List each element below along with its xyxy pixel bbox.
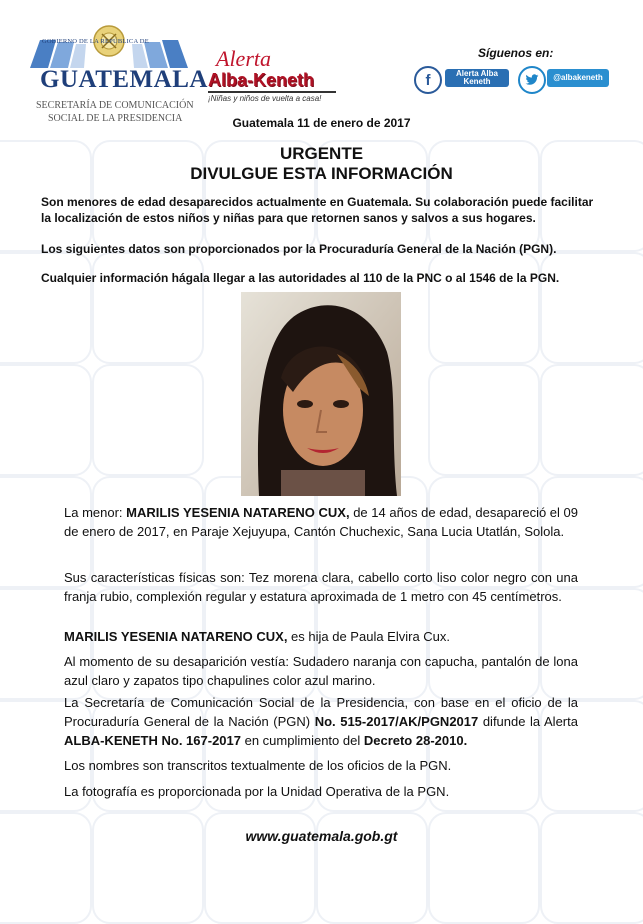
gov-secretariat-line1: SECRETARÍA DE COMUNICACIÓN (36, 100, 194, 111)
decree-number: Decreto 28-2010. (363, 733, 468, 748)
missing-person-name-2: MARILIS YESENIA NATARENO CUX, (64, 629, 288, 644)
body-paragraph-clothing: Al momento de su desaparición vestía: Sudadero naranja con capucha, pantalón de lona azul claro y zapatos tipo chapulines color azul marino. (64, 654, 578, 688)
b1-details: de 14 años de edad, desapareció el 09 de enero de 2017, en Paraje Xejuyupa, Cantón Chuchexic, Sana Lucia Utatlán, Solola. (64, 505, 578, 539)
alert-word: Alerta (216, 46, 271, 71)
gov-small-text: GOBIERNO DE LA REPÚBLICA DE (42, 38, 149, 45)
intro-paragraph-1: Son menores de edad desaparecidos actualmente en Guatemala. Su colaboración puede facilitar la localización de estos niños y niñas para que retornen sanos y salvos a sus hogares. (41, 195, 594, 225)
legal-e: en cumplimiento del (241, 733, 364, 748)
follow-label: Síguenos en: (478, 46, 554, 60)
oficio-number: No. 515-2017/AK/PGN2017 (314, 714, 479, 729)
title-urgent: URGENTE (279, 144, 364, 163)
facebook-icon[interactable]: f (414, 66, 442, 94)
bulletin-date: Guatemala 11 de enero de 2017 (232, 116, 411, 130)
body-paragraph-photo-note: La fotografía es proporcionada por la Unidad Operativa de la PGN. (64, 784, 450, 799)
b1-prefix: La menor: (64, 505, 127, 520)
parent-text: es hija de Paula Elvira Cux. (287, 629, 451, 644)
twitter-link[interactable]: @albakeneth (547, 69, 609, 87)
body-paragraph-parent (64, 627, 578, 646)
alerta-alba-keneth-logo (206, 46, 336, 108)
intro-paragraph-3: Cualquier información hágala llegar a las autoridades al 110 de la PNC o al 1546 de la PGN. (41, 271, 560, 285)
body-paragraph-1 (64, 503, 578, 541)
missing-person-name: MARILIS YESENIA NATARENO CUX, (126, 505, 350, 520)
title-divulge: DIVULGUE ESTA INFORMACIÓN (190, 164, 453, 183)
alert-divider (208, 91, 336, 93)
gov-name: GUATEMALA (40, 66, 208, 93)
legal-a: La Secretaría de Comunicación Social de la Presidencia, con base en el oficio de la Procuraduría General de la Nación (PGN) (64, 695, 578, 729)
body-paragraph-names-note: Los nombres son transcritos textualmente de los oficios de la PGN. (64, 758, 452, 773)
gov-secretariat-line2: SOCIAL DE LA PRESIDENCIA (48, 113, 183, 124)
alert-number: ALBA-KENETH No. 167-2017 (64, 733, 241, 748)
alert-name: Alba-Keneth (208, 70, 315, 90)
facebook-link[interactable]: Alerta Alba Keneth (445, 69, 509, 87)
body-paragraph-legal (64, 693, 578, 750)
twitter-icon[interactable] (518, 66, 546, 94)
legal-c: difunde la Alerta (478, 714, 578, 729)
website-link[interactable]: www.guatemala.gob.gt (245, 828, 398, 844)
intro-paragraph-2: Los siguientes datos son proporcionados por la Procuraduría General de la Nación (PGN). (41, 242, 557, 256)
missing-person-photo (241, 292, 401, 496)
body-paragraph-physical: Sus características físicas son: Tez morena clara, cabello corto liso color negro con una franja rubio, complexión regular y estatura aproximada de 1 metro con 45 centímetros. (64, 570, 578, 604)
alert-tagline: ¡Niñas y niños de vuelta a casa! (208, 94, 322, 103)
